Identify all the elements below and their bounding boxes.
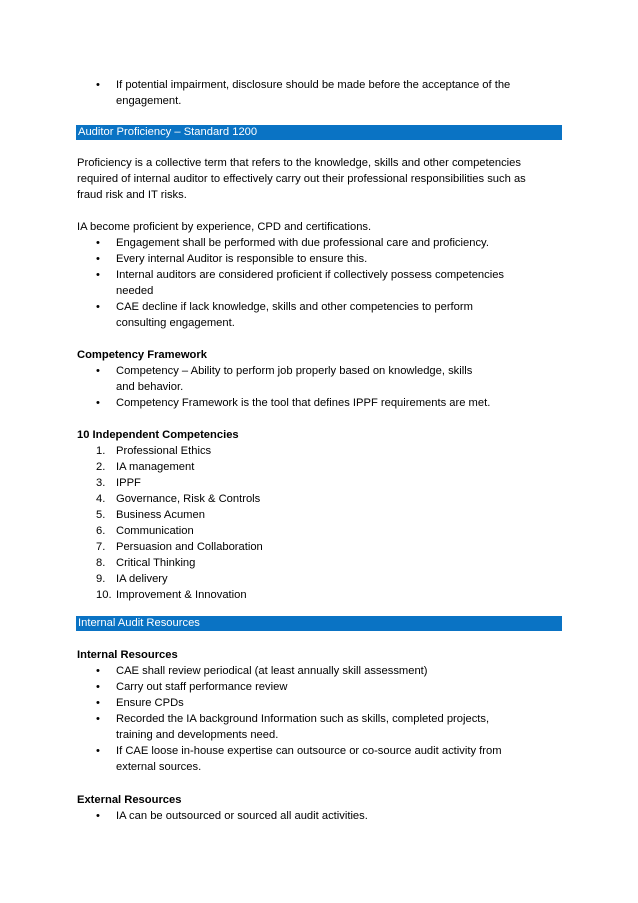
list-item xyxy=(77,523,562,539)
list-item xyxy=(77,507,562,523)
list-item-text: Governance, Risk & Controls xyxy=(116,493,261,505)
bullet-marker: • xyxy=(96,713,100,725)
list-item xyxy=(77,443,562,459)
bullet-marker: • xyxy=(96,79,100,91)
bullet-marker: • xyxy=(96,665,100,677)
bullet-marker: • xyxy=(96,253,100,265)
list-item-text: If CAE loose in-house expertise can outsource or co-source audit activity from xyxy=(116,745,502,757)
list-item-text: IA can be outsourced or sourced all audit activities. xyxy=(116,810,368,822)
section-band-internal-audit-resources: Internal Audit Resources xyxy=(76,616,562,631)
list-number: 1. xyxy=(96,445,106,457)
list-item xyxy=(77,587,562,603)
list-number: 8. xyxy=(96,557,106,569)
external-resources-heading: External Resources xyxy=(77,794,182,806)
proficiency-lead: IA become proficient by experience, CPD and certifications. xyxy=(77,221,372,233)
paragraph-line: fraud risk and IT risks. xyxy=(77,189,187,201)
list-item xyxy=(77,299,562,331)
list-item-text: Every internal Auditor is responsible to ensure this. xyxy=(116,253,368,265)
list-number: 10. xyxy=(96,589,112,601)
list-item-text: Communication xyxy=(116,525,194,537)
list-item xyxy=(77,808,562,824)
intro-bullet-list xyxy=(77,77,562,109)
bullet-marker: • xyxy=(96,237,100,249)
list-number: 2. xyxy=(96,461,106,473)
list-item-text: engagement. xyxy=(116,95,182,107)
list-item-text: If potential impairment, disclosure should be made before the acceptance of the xyxy=(116,79,511,91)
list-item-text: Recorded the IA background Information such as skills, completed projects, xyxy=(116,713,490,725)
section-band-auditor-proficiency: Auditor Proficiency – Standard 1200 xyxy=(76,125,562,140)
list-item-text: IPPF xyxy=(116,477,141,489)
list-item-text: external sources. xyxy=(116,761,202,773)
list-item-text: Competency Framework is the tool that defines IPPF requirements are met. xyxy=(116,397,491,409)
bullet-marker: • xyxy=(96,681,100,693)
list-item xyxy=(77,267,562,299)
list-item xyxy=(77,459,562,475)
list-item-text: Improvement & Innovation xyxy=(116,589,247,601)
list-item-text: and behavior. xyxy=(116,381,184,393)
list-number: 4. xyxy=(96,493,106,505)
list-item-text: Internal auditors are considered proficient if collectively possess competencies xyxy=(116,269,505,281)
bullet-marker: • xyxy=(96,301,100,313)
list-item xyxy=(77,491,562,507)
paragraph-line: required of internal auditor to effectively carry out their professional responsibilities such as xyxy=(77,173,526,185)
list-number: 5. xyxy=(96,509,106,521)
list-item xyxy=(77,251,562,267)
list-item xyxy=(77,555,562,571)
list-item-text: IA delivery xyxy=(116,573,168,585)
competencies-heading: 10 Independent Competencies xyxy=(77,429,239,441)
proficiency-paragraph xyxy=(77,155,562,203)
list-number: 9. xyxy=(96,573,106,585)
bullet-marker: • xyxy=(96,269,100,281)
bullet-marker: • xyxy=(96,745,100,757)
list-item-text: training and developments need. xyxy=(116,729,279,741)
list-item xyxy=(77,663,562,679)
bullet-marker: • xyxy=(96,397,100,409)
list-item-text: needed xyxy=(116,285,154,297)
list-item xyxy=(77,475,562,491)
list-item-text: CAE shall review periodical (at least annually skill assessment) xyxy=(116,665,428,677)
list-number: 7. xyxy=(96,541,106,553)
list-item-text: Carry out staff performance review xyxy=(116,681,288,693)
paragraph-line: Proficiency is a collective term that refers to the knowledge, skills and other competencies xyxy=(77,157,521,169)
list-item-text: Business Acumen xyxy=(116,509,205,521)
list-item-text: Competency – Ability to perform job properly based on knowledge, skills xyxy=(116,365,473,377)
list-item xyxy=(77,711,562,743)
list-item xyxy=(77,235,562,251)
list-item xyxy=(77,679,562,695)
list-item-text: CAE decline if lack knowledge, skills and other competencies to perform xyxy=(116,301,473,313)
proficiency-bullet-list xyxy=(77,235,562,331)
list-item-text: IA management xyxy=(116,461,195,473)
list-item xyxy=(77,77,562,109)
competency-framework-heading: Competency Framework xyxy=(77,349,207,361)
list-item-text: Persuasion and Collaboration xyxy=(116,541,263,553)
list-item-text: Professional Ethics xyxy=(116,445,212,457)
internal-resources-heading: Internal Resources xyxy=(77,649,178,661)
competencies-numbered-list xyxy=(77,443,562,603)
framework-bullet-list xyxy=(77,363,562,411)
list-item xyxy=(77,695,562,711)
list-item xyxy=(77,743,562,775)
list-item-text: Critical Thinking xyxy=(116,557,196,569)
bullet-marker: • xyxy=(96,810,100,822)
list-number: 6. xyxy=(96,525,106,537)
list-number: 3. xyxy=(96,477,106,489)
bullet-marker: • xyxy=(96,365,100,377)
list-item-text: Engagement shall be performed with due professional care and proficiency. xyxy=(116,237,489,249)
internal-resources-bullet-list xyxy=(77,663,562,775)
list-item xyxy=(77,539,562,555)
list-item xyxy=(77,395,562,411)
external-resources-bullet-list xyxy=(77,808,562,824)
list-item-text: consulting engagement. xyxy=(116,317,235,329)
list-item-text: Ensure CPDs xyxy=(116,697,184,709)
bullet-marker: • xyxy=(96,697,100,709)
list-item xyxy=(77,363,562,395)
list-item xyxy=(77,571,562,587)
